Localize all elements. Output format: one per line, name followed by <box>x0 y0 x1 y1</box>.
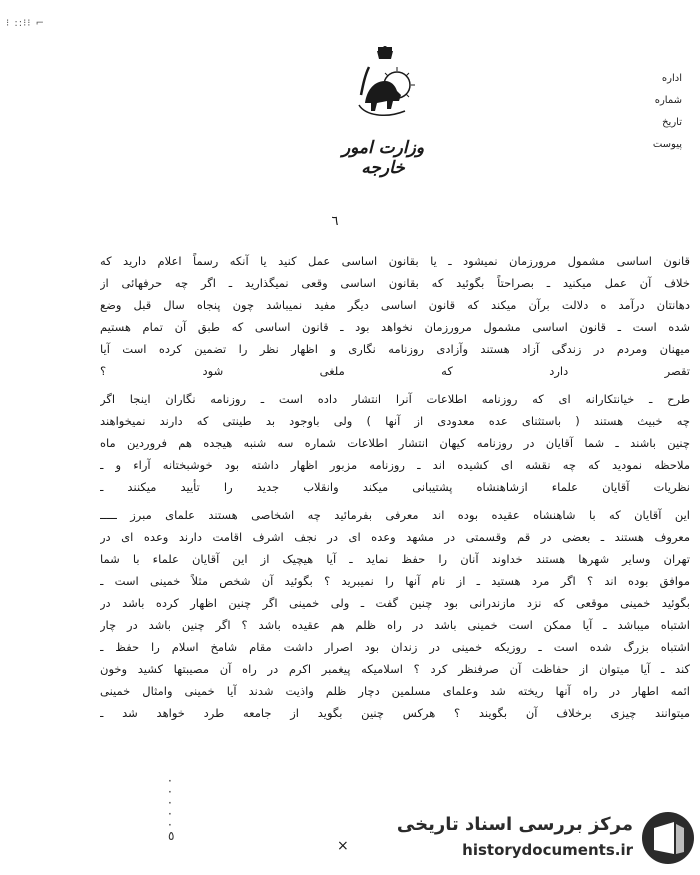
marginal-dots: · · · · · ٥ <box>168 774 175 843</box>
meta-label-attachment: پیوست <box>652 139 682 150</box>
meta-label-number: شماره <box>654 95 682 106</box>
body-line: تهران وسایر شهرها هستند خداوند آنان را حفظ نماید ـ آیا هیچیک از این آقایان علماء با شما <box>100 552 690 566</box>
body-line: میتوانند چیزی برخلاف آن بگویند ؟ هرکس چنین بگوید از جامعه طرد خواهد شد ـ <box>100 706 690 720</box>
body-line: چنین باشند ـ شما آقایان در روزنامه کیهان انتشار اطلاعات شماره سه شنبه هیجده هم فروردین ماه <box>100 436 690 450</box>
body-line: این آقایان که با شاهنشاه عقیده بوده اند معرفی بفرمائید چه اشخاصی هستند علمای مبرز ـــــ <box>100 508 690 522</box>
body-line: خلاف آن عمل میکنید ـ بصراحتاً بگوئید که بقانون اساسی وقعی نمیگذارید ـ اگر چه حرفهائی از <box>100 276 690 290</box>
body-line: بگوئید خمینی موقعی که نزد مازندرانی بود چنین گفت ـ ولی خمینی اگر چنین اظهار کرده باشد در <box>100 596 690 610</box>
body-line: معروف هستند ـ بعضی در قم وقسمتی در مشهد وعده ای در نجف اشرف اقامت دارند وعده ای در <box>100 530 690 544</box>
body-line: اشتباه بزرگ شده است ـ روزیکه خمینی در زندان بود اصرار داشت مقام شامخ اسلام را حفظ ـ <box>100 640 690 654</box>
page-number: ٦ <box>331 214 339 229</box>
meta-label-department: اداره <box>661 73 682 84</box>
archive-logo-icon <box>640 810 696 866</box>
body-line: قانون اساسی مشمول مرورزمان نمیشود ـ یا بقانون اساسی عمل کنید یا آنکه رسماً اعلام دارید که <box>100 254 690 268</box>
body-line: موافق بوده اند ؟ اگر مرد هستید ـ از نام آنها را نمیبرید ؟ بگوئید آن شخص مثلاً خمینی است ـ <box>100 574 690 588</box>
body-line: شده است ـ قانون اساسی مشمول مرورزمان نخواهد بود ـ قانون اساسی که طبق آن تمام هستیم <box>100 320 690 334</box>
body-line: ائمه اطهار در راه آنها ریخته شد وعلمای مسلمین دچار ظلم واذیت شدند آیا خمینی وامثال خمینی <box>100 684 690 698</box>
ministry-title: وزارت امور خارجه <box>341 138 425 178</box>
body-line: تقصر دارد که ملغی شود ؟ <box>100 364 690 378</box>
watermark-title: مرکز بررسی اسناد تاریخی <box>396 814 633 835</box>
footer-mark: × <box>337 838 349 854</box>
lion-and-sun-emblem-icon <box>345 45 425 125</box>
body-line: چه خبیث هستند ( باستثنای عده معدودی از آنها ) ولی باوجود بد طینتی که دارند نمیخواهند <box>100 414 690 428</box>
body-line: نظریات آقایان علماء ازشاهنشاه پشتیبانی میکند وانقلاب جدید را تأیید میکنند ـ <box>100 480 690 494</box>
body-line: طرح ـ خیانتکارانه ای که روزنامه اطلاعات آنرا انتشار داده است ـ روزنامه نگاران اینجا اگر <box>100 392 690 406</box>
corner-scribble: ⁝ ::⁝⁝ ⌐ <box>6 18 46 29</box>
meta-label-date: تاریخ <box>662 117 682 128</box>
body-line: دهانتان درآمد ه دلالت برآن میکند که قانون اساسی دیگر مفید نمیباشد چون پنجاه سال قبل وضع <box>100 298 690 312</box>
archive-watermark <box>396 808 698 868</box>
body-line: ملاحظه نمودید که چه نقشه ای کشیده اند ـ روزنامه مزبور اظهار داشته بود خوشبختانه آراء و ـ <box>100 458 690 472</box>
watermark-site: historydocuments.ir <box>462 841 633 859</box>
body-line: کند ـ آیا میتوان از حفاظت آن صرفنظر کرد ؟ اسلامیکه پیغمبر اکرم در راه آن مصیبتها کشید وخون <box>100 662 690 676</box>
letter-body <box>100 250 690 724</box>
document-meta-fields <box>642 68 682 156</box>
body-line: اشتباه میباشد ـ آیا ممکن است خمینی باشد در راه ظلم هم عقیده باشد ؟ اگر چنین باشد در چار <box>100 618 690 632</box>
body-line: میهنان ومردم در زندگی آزاد هستند وآزادی روزنامه نگاری و اظهار نظر را تضمین کرده است آیا <box>100 342 690 356</box>
